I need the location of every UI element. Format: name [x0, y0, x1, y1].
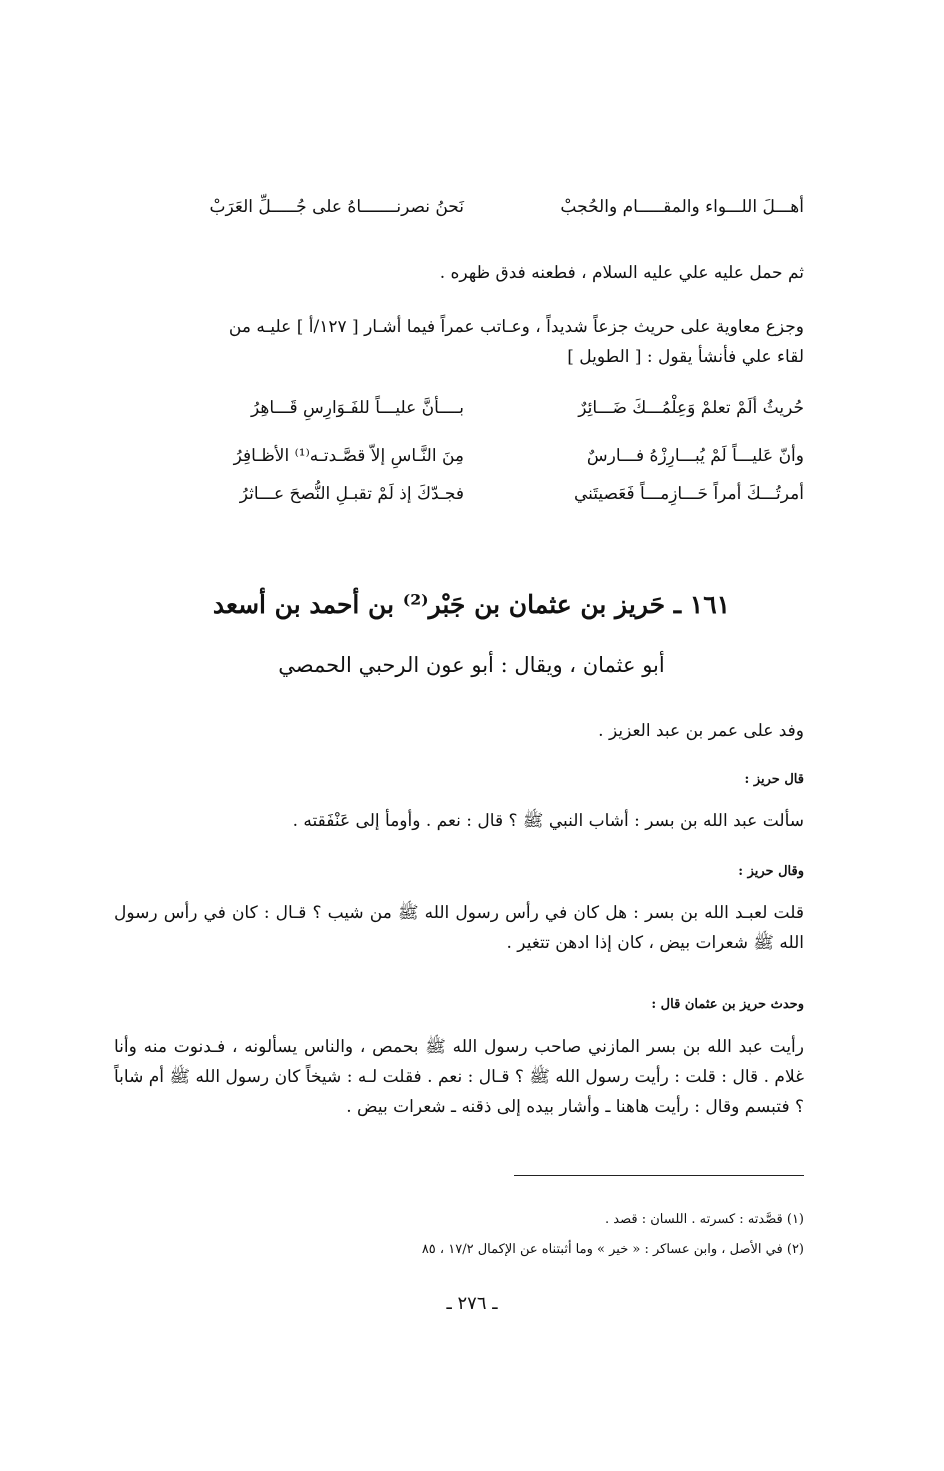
- entry-line-1: وفد على عمر بن عبد العزيز .: [598, 721, 804, 741]
- narration-3-text: رأيت عبد الله بن بسر المازني صاحب رسول الله ﷺ بحمص ، والناس يسألونه ، فـدنوت منه وأنا غلام . قال : قلت : رأيت رسول الله ﷺ ؟ قـال : نعم . فقلت لـه : شيخاً كان رسول الله ﷺ أم شاباً ؟ فتبسم وقال : رأيت هاهنا ـ وأشار بيده إلى ذقنه ـ شعرات بيض .: [114, 1037, 804, 1117]
- footnote-1: (١) قصَّدته : كسرته . اللسان : قصد .: [605, 1212, 804, 1227]
- entry-heading: ١٦١ ـ حَريز بن عثمان بن جَبْر⁽²⁾ بن أحمد بن أسعد: [212, 590, 731, 619]
- narration-1-text: سألت عبد الله بن بسر : أشاب النبي ﷺ ؟ قال : نعم . وأومأ إلى عَنْفَقته .: [292, 811, 804, 831]
- paragraph-2-line-1: وجزع معاوية على حريث جزعاً شديداً ، وعـاتب عمراً فيما أشـار [ ١٢٧/أ ] عليـه من: [228, 317, 804, 337]
- paragraph-1: ثم حمل عليه علي عليه السلام ، فطعنه فدق ظهره .: [439, 263, 804, 283]
- verse-1-second-hemistich: بــــأنَّ عليـــاً للفَـوَارِسِ قَـــاهِرُ: [251, 398, 464, 418]
- narration-1-label: قال حريز :: [744, 772, 804, 787]
- footnote-separator: [514, 1175, 804, 1176]
- poem-top-hemistich-1: أهـــلَ اللـــواء والمقـــــام والحُجبْ: [560, 197, 804, 217]
- verse-1: [139, 398, 804, 428]
- verse-3: [139, 484, 804, 514]
- verse-3-first-hemistich: أمرتُـــكَ أمراً حَـــازِمـــاً فَعَصيتَني: [573, 484, 804, 504]
- narration-3-label: وحدث حريز بن عثمان قال :: [651, 997, 804, 1012]
- verse-1-first-hemistich: حُريثُ ألَمْ تعلمْ وَعِلْمُـــكَ ضَـــائِرٌ: [578, 398, 804, 418]
- paragraph-2-line-2: لقاء علي فأنشأ يقول : [ الطويل ]: [567, 347, 804, 367]
- page-number: ـ ٢٧٦ ـ: [446, 1293, 498, 1314]
- footnote-2: (٢) في الأصل ، وابن عساكر : « خير » وما أثبتناه عن الإكمال ١٧/٢ ، ٨٥: [421, 1242, 804, 1257]
- narration-2-text: قلت لعبـد الله بن بسر : هل كان في رأس رسول الله ﷺ من شيب ؟ قـال : كان في رأس رسول الله ﷺ شعرات بيض ، كان إذا ادهن تتغير .: [114, 903, 804, 953]
- verse-2-second-hemistich: مِنَ النَّـاسِ إلاّ قصَّـدتـه⁽¹⁾ الأظـافِرُ: [233, 446, 464, 466]
- poem-top-verse: [139, 197, 804, 227]
- verse-3-second-hemistich: فجـدّكَ إذ لَمْ تقبـلِ النُّصحَ عـــاثرُ: [239, 484, 464, 504]
- verse-2-first-hemistich: وأنّ عَليـــاً لَمْ يُبـــارِزْهُ فـــارسٌ: [586, 446, 804, 466]
- poem-top-hemistich-2: نَحنُ نصرنـــــــاهُ على جُـــــلِّ العَرَبْ: [209, 197, 464, 217]
- verse-2: [139, 446, 804, 476]
- entry-subheading: أبو عثمان ، ويقال : أبو عون الرحبي الحمصي: [278, 653, 665, 677]
- narration-2-label: وقال حريز :: [738, 864, 804, 879]
